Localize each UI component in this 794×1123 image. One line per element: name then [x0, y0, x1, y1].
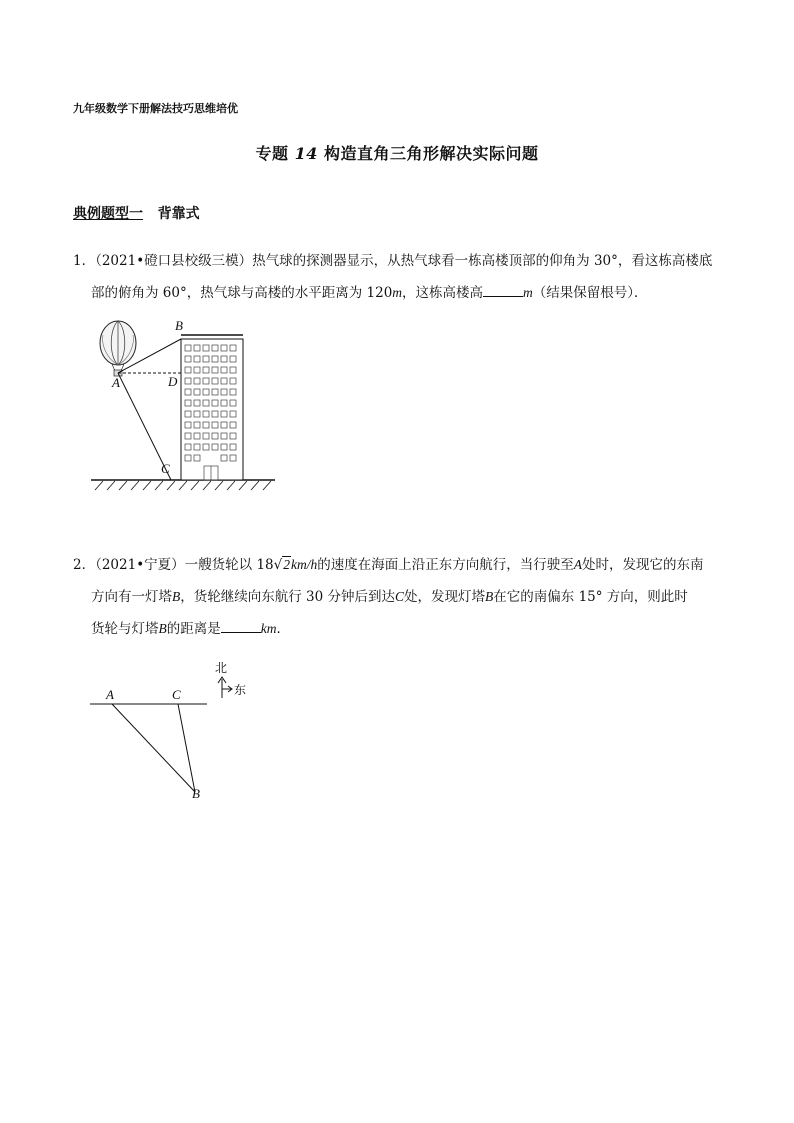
q1-figure [85, 315, 285, 495]
course-header: 九年级数学下册解法技巧思维培优 [73, 102, 238, 115]
q2-pt-c: C [395, 589, 405, 604]
line-cb [178, 704, 195, 792]
label-c: C [172, 687, 181, 702]
q2-text-a2: 的速度在海面上沿正东方向航行，当行驶至 [317, 557, 574, 573]
q2-pt-b: B [172, 589, 181, 604]
q2-text-c2: 的距离是 [166, 621, 221, 637]
q2-text-a3: 处时，发现它的东南 [582, 557, 704, 573]
q2-text-c3: ． [276, 621, 290, 637]
q1-unit-m: m [392, 285, 403, 300]
section-tag: 典例题型一 [73, 206, 143, 222]
label-b: B [192, 786, 200, 801]
label-a: A [112, 375, 120, 390]
question-2 [73, 549, 733, 645]
q1-answer-blank[interactable] [483, 282, 523, 297]
compass-icon [218, 677, 232, 698]
q2-text-b3: 处，发现灯塔 [404, 589, 486, 605]
q2-pt-b2: B [485, 589, 494, 604]
q1-text-c: ，这栋高楼高 [402, 285, 484, 301]
q2-unit-km: km [260, 621, 277, 636]
line-ab [112, 704, 195, 792]
q1-text-a: 热气球的探测器显示，从热气球看一栋高楼顶部的仰角为 30°，看这栋高楼底 [252, 253, 713, 269]
label-east: 东 [234, 683, 247, 697]
title-text: 构造直角三角形解决实际问题 [323, 144, 539, 163]
q2-pt-a: A [573, 557, 583, 572]
title-number: 14 [294, 144, 318, 163]
q2-answer-blank[interactable] [221, 618, 261, 633]
sqrt-symbol: √2 [273, 557, 291, 573]
label-d: D [168, 374, 178, 389]
q2-number: 2． [73, 557, 96, 573]
q2-speed-unit: km/h [291, 557, 318, 572]
section-name: 背靠式 [157, 206, 200, 222]
q1-source: （2021•磴口县校级三模） [95, 253, 253, 269]
q2-pt-b3: B [158, 621, 167, 636]
label-a: A [106, 687, 114, 702]
q2-sqrt-arg: 2 [283, 557, 291, 572]
label-north: 北 [215, 661, 228, 675]
q1-number: 1． [73, 253, 96, 269]
q1-text-b: 部的俯角为 60°，热气球与高楼的水平距离为 120 [91, 285, 393, 301]
building-icon [181, 335, 243, 480]
q2-figure [85, 655, 265, 805]
q2-text-b1: 方向有一灯塔 [91, 589, 172, 605]
section-heading [73, 203, 200, 223]
title-prefix: 专题 [255, 144, 289, 163]
label-c: C [161, 461, 170, 476]
page-title [0, 141, 794, 164]
q2-source: （2021•宁夏） [95, 557, 185, 573]
q2-text-b4: 在它的南偏东 15° 方向，则此时 [493, 589, 688, 605]
q1-unit-m2: m [523, 285, 533, 300]
q2-text-c1: 货轮与灯塔 [91, 621, 159, 637]
q1-text-d: （结果保留根号）． [532, 285, 648, 301]
question-1 [73, 246, 733, 309]
balloon-icon [100, 321, 136, 376]
q2-text-a1: 一艘货轮以 18 [184, 557, 274, 573]
label-b: B [175, 318, 183, 333]
q2-text-b2: ，货轮继续向东航行 30 分钟后到达 [180, 589, 396, 605]
